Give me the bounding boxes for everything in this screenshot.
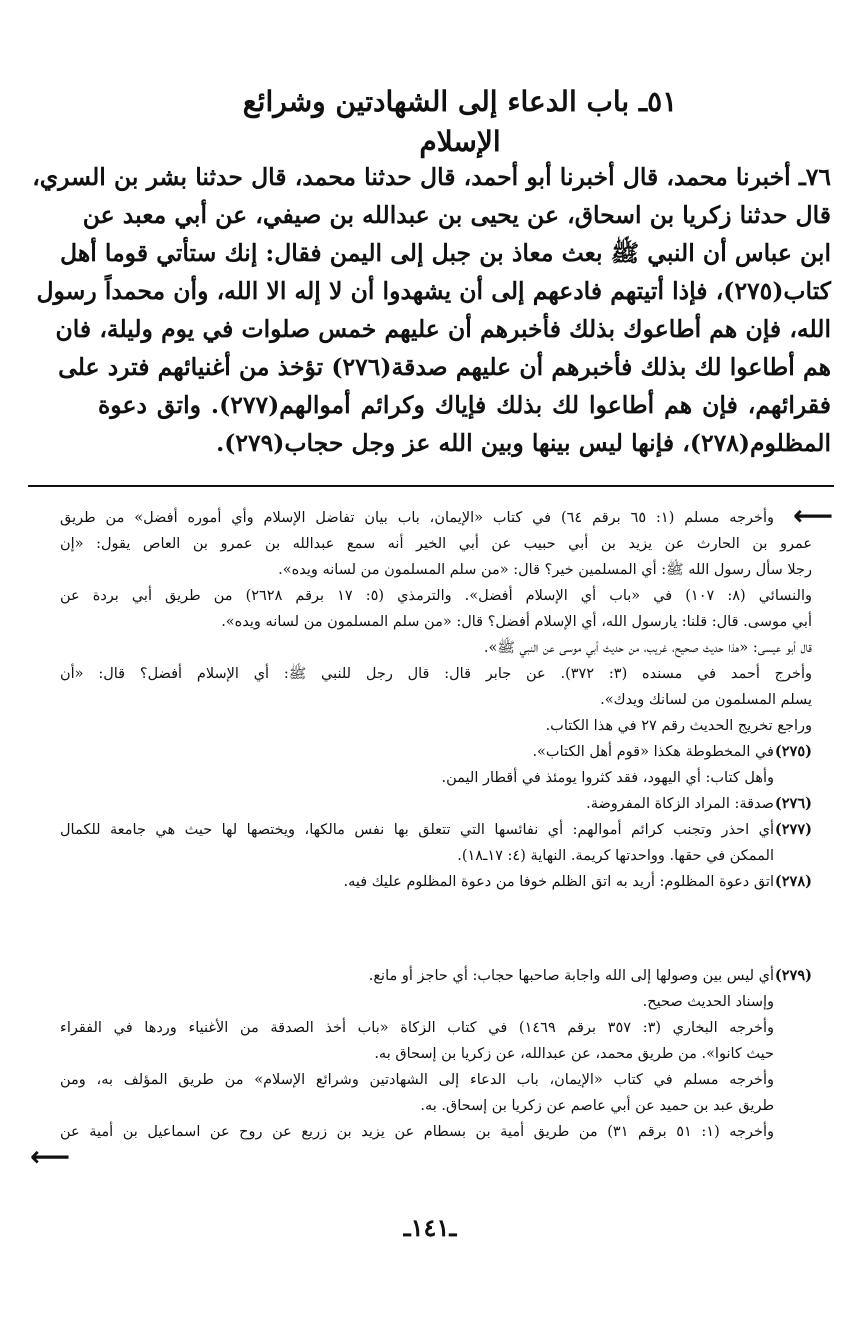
hadith-line: الله، فإن هم أطاعوك بذلك فأخبرهم أن عليهم خمس صلوات في يوم وليلة، فان [55,315,831,343]
footnote-line [60,1067,812,1093]
footnote-text: صدقة: المراد الزكاة المفروضة. [586,796,774,812]
hadith-line: كتاب(٢٧٥)، فإذا أتيتهم فادعهم إلى أن يشهدوا أن لا إله الا الله، وأن محمداً رسول [36,277,831,305]
footnote-line [60,661,812,687]
footnote-line [60,1015,812,1041]
footnote-text: وراجع تخريج الحديث رقم ٢٧ في هذا الكتاب. [545,718,812,734]
footnote-entry [60,963,812,989]
footnote-entry [60,791,812,817]
footnote-text: وأخرجه مسلم في كتاب «الإيمان، باب الدعاء إلى الشهادتين وشرائع الإسلام» من طريق المؤلف به، ومن [60,1072,774,1088]
footnote-text: عمرو بن الحارث عن يزيد بن أبي حبيب عن أبي الخير أنه سمع عبدالله بن عمرو بن العاص يقول: «إن [60,536,812,552]
footnote-text: حيث كانوا». من طريق محمد، عن عبدالله، عن زكريا بن إسحاق به. [374,1046,774,1062]
footnote-text: وأخرجه البخاري (٣: ٣٥٧ برقم ١٤٦٩) في كتاب الزكاة «باب أخذ الصدقة من الأغنياء وردها في الفقراء [60,1020,775,1036]
hadith-line: قال حدثنا زكريا بن اسحاق، عن يحيى بن عبدالله بن صيفي، عن أبي معبد عن [82,201,831,229]
footnote-text: أبي موسى. قال: قلنا: يارسول الله، أي الإسلام أفضل؟ قال: «من سلم المسلمون من لسانه ويده». [221,614,812,630]
footnotes-bottom [60,963,812,1145]
hadith-line: ٧٦ـ أخبرنا محمد، قال أخبرنا أبو أحمد، قال حدثنا محمد، قال حدثنا بشر بن السري، [32,163,831,191]
footnote-line [60,1093,812,1119]
chapter-title: ٥١ـ باب الدعاء إلى الشهادتين وشرائع الإسلام [242,85,678,158]
footnote-line [60,687,812,713]
footnote-line [60,1119,812,1145]
footnote-line [60,505,812,531]
footnote-entry [60,869,812,895]
footnote-line [60,583,812,609]
footnote-number: (٢٧٥) [774,743,812,760]
footnote-text: قال أبو عيسى: «هذا حديث صحيح، غريب، من حديث أبي موسى عن النبي ﷺ». [483,640,812,656]
page-number: ـ١٤١ـ [403,1213,457,1242]
footnote-number: (٢٧٩) [774,967,812,984]
footnote-text: والنسائي (٨: ١٠٧) في «باب أي الإسلام أفضل». والترمذي (٥: ١٧ برقم ٢٦٢٨) من طريق أبي بردة عن [60,588,813,604]
footnote-text: يسلم المسلمون من لسانك ويدك». [600,692,812,708]
hadith-line: ابن عباس أن النبي ﷺ بعث معاذ بن جبل إلى اليمن فقال: إنك ستأتي قوما أهل [60,239,831,267]
footnote-line [60,765,812,791]
footnote-text: أي ليس بين وصولها إلى الله واجابة صاحبها حجاب: أي حاجز أو مانع. [368,968,774,984]
footnote-number: (٢٧٧) [774,821,812,838]
footnote-line [60,635,812,661]
continuation-arrow-top-icon: ⟵ [793,499,834,532]
footnote-line [60,1041,812,1067]
footnote-line [60,531,812,557]
footnotes-top [60,505,812,895]
hadith-line: المظلوم(٢٧٨)، فإنها ليس بينها وبين الله عز وجل حجاب(٢٧٩). [216,429,831,457]
footnote-text: وأخرجه (١: ٥١ برقم ٣١) من طريق أمية بن بسطام عن يزيد بن زريع عن روح عن اسماعيل بن أمية عن [60,1124,775,1140]
continuation-arrow-bottom-icon: ⟵ [30,1140,71,1173]
footnote-number: (٢٧٦) [774,795,812,812]
footnote-entry [60,739,812,765]
footnote-line [60,843,812,869]
footnote-text: وإسناد الحديث صحيح. [642,994,774,1010]
hadith-line: فقرائهم، فإن هم أطاعوا لك بذلك فإياك وكرائم أموالهم(٢٧٧). واتق دعوة [98,391,831,419]
footnote-text: اتق دعوة المظلوم: أريد به اتق الظلم خوفا من دعوة المظلوم عليك فيه. [343,874,774,890]
footnote-divider [28,485,834,487]
footnote-line [60,713,812,739]
footnote-text: وأهل كتاب: أي اليهود، فقد كثروا يومئذ في أقطار اليمن. [441,770,774,786]
footnote-text: طريق عبد بن حميد عن أبي عاصم عن زكريا بن إسحاق. به. [420,1098,774,1114]
footnote-text: وأخرجه مسلم (١: ٦٥ برقم ٦٤) في كتاب «الإيمان، باب بيان تفاضل الإسلام وأي أموره أفضل» من طريق [60,510,774,526]
footnote-number: (٢٧٨) [774,873,812,890]
hadith-text [32,158,831,462]
footnote-text: في المخطوطة هكذا «قوم أهل الكتاب». [532,744,774,760]
footnote-line [60,557,812,583]
footnote-text: وأخرج أحمد في مسنده (٣: ٣٧٢). عن جابر قال: قال رجل للنبي ﷺ: أي الإسلام أفضل؟ قال: «أن [60,666,812,682]
hadith-line: هم أطاعوا لك بذلك فأخبرهم أن عليهم صدقة(٢٧٦) تؤخذ من أغنيائهم فترد على [58,353,831,381]
footnote-entry [60,817,812,843]
footnote-text: رجلا سأل رسول الله ﷺ: أي المسلمين خير؟ قال: «من سلم المسلمون من لسانه ويده». [278,562,812,578]
footnote-line [60,609,812,635]
footnote-text: أي احذر وتجنب كرائم أموالهم: أي نفائسها التي تتعلق بها نفس مالكها، ويختصها لها حيث هي جامعة للكمال [60,822,774,838]
footnote-text: الممكن في حقها. وواحدتها كريمة. النهاية (٤: ١٧ـ١٨). [457,848,774,864]
footnote-line [60,989,812,1015]
